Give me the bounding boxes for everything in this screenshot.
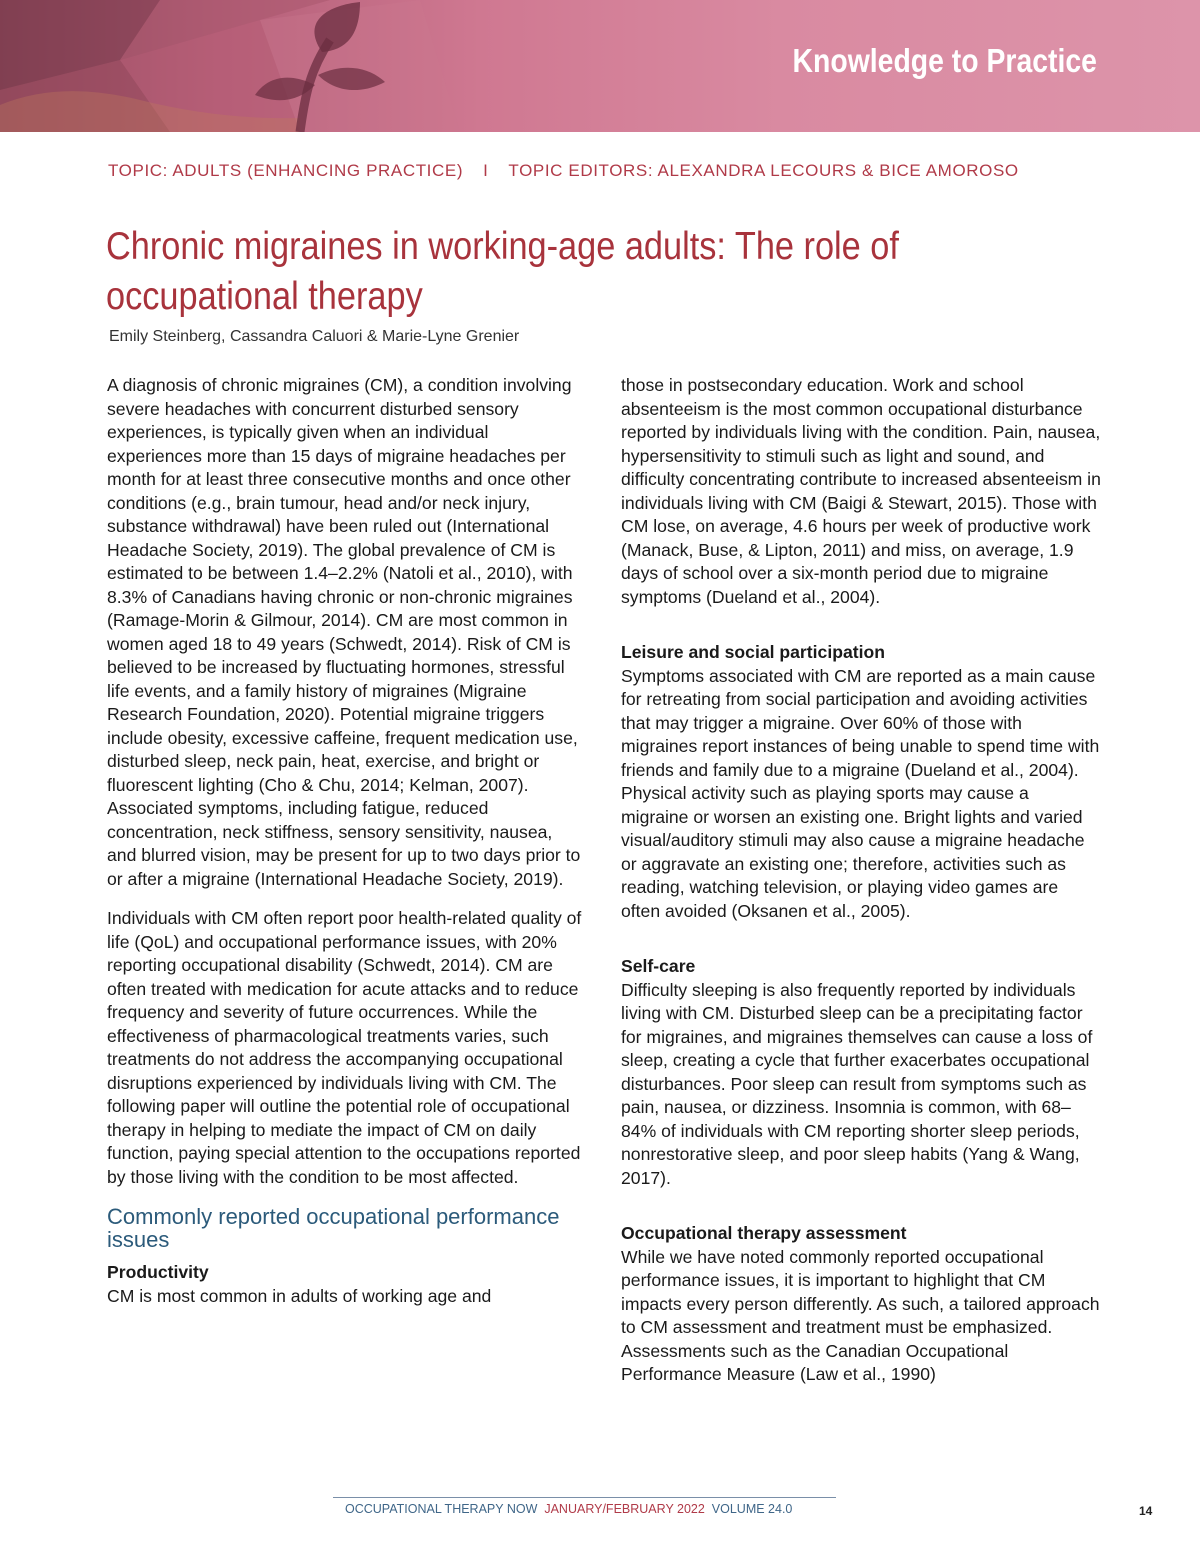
leisure-heading: Leisure and social participation <box>621 642 885 662</box>
topic-label: TOPIC: ADULTS (ENHANCING PRACTICE) <box>108 161 464 180</box>
topic-separator: I <box>483 161 489 180</box>
productivity-heading: Productivity <box>107 1262 209 1282</box>
footer-issue: JANUARY/FEBRUARY 2022 <box>544 1502 705 1516</box>
topic-editors: TOPIC EDITORS: ALEXANDRA LECOURS & BICE AMOROSO <box>508 161 1019 180</box>
article-authors: Emily Steinberg, Cassandra Caluori & Marie-Lyne Grenier <box>109 328 520 345</box>
footer-journal: OCCUPATIONAL THERAPY NOW <box>345 1502 538 1516</box>
ot-assessment-heading: Occupational therapy assessment <box>621 1223 907 1243</box>
article-title: Chronic migraines in working-age adults: The role of occupational therapy <box>106 225 899 318</box>
leisure-paragraph: Symptoms associated with CM are reported as a main cause for retreating from social participation and avoiding activities that may trigger a migraine. Over 60% of those with migraines report instances of being unable to spend time with friends and family due to a migraine (Dueland et al., 2004). Physical activity such as playing sports may cause a migraine or worsen an existing one. Bright lights and varied visual/auditory stimuli may also cause a migraine headache or aggravate an existing one; therefore, activities such as reading, watching television, or playing video games are often avoided (Oksanen et al., 2005). <box>621 665 1100 921</box>
left-column <box>107 374 585 1324</box>
ot-assessment-paragraph: While we have noted commonly reported occupational performance issues, it is important to highlight that CM impacts every person differently. As such, a tailored approach to CM assessment and treatment must be emphasized. Assessments such as the Canadian Occupational Performance Measure (Law et al., 1990) <box>621 1246 1100 1384</box>
selfcare-paragraph: Difficulty sleeping is also frequently reported by individuals living with CM. Disturbed sleep can be a precipitating factor for migraines, and migraines themselves can cause a loss of sleep, creating a cycle that further exacerbates occupational disturbances. Poor sleep can result from symptoms such as pain, nausea, or dizziness. Insomnia is common, with 68–84% of individuals with CM reporting shorter sleep periods, nonrestorative sleep, and poor sleep habits (Yang & Wang, 2017). <box>621 979 1093 1188</box>
page-number: 14 <box>1139 1504 1153 1518</box>
absenteeism-paragraph: those in postsecondary education. Work and school absenteeism is the most common occupational disturbance reported by individuals living with the condition. Pain, nausea, hypersensitivity to stimuli such as light and sound, and difficulty concentrating contribute to increased absenteeism in individuals living with CM (Baigi & Stewart, 2015). Those with CM lose, on average, 4.6 hours per week of productive work (Manack, Buse, & Lipton, 2011) and miss, on average, 1.9 days of school over a six-month period due to migraine symptoms (Dueland et al., 2004). <box>621 375 1101 607</box>
productivity-paragraph: CM is most common in adults of working age and <box>107 1285 492 1306</box>
footer-divider <box>333 1497 836 1498</box>
right-column <box>621 374 1101 1403</box>
topic-line <box>108 161 1108 181</box>
footer-volume: VOLUME 24.0 <box>711 1502 793 1516</box>
qol-paragraph: Individuals with CM often report poor health-related quality of life (QoL) and occupational performance issues, with 20% reporting occupational disability (Schwedt, 2014). CM are often treated with medication for acute attacks and to reduce frequency and severity of future occurrences. While the effectiveness of pharmacological treatments varies, such treatments do not address the accompanying occupational disruptions experienced by individuals living with CM. The following paper will outline the potential role of occupational therapy in helping to mediate the impact of CM on daily function, paying special attention to the occupations reported by those living with the condition to be most affected. <box>107 908 582 1187</box>
intro-paragraph: A diagnosis of chronic migraines (CM), a condition involving severe headaches with concurrent disturbed sensory experiences, is typically given when an individual experiences more than 15 days of migraine headaches per month for at least three consecutive months and once other conditions (e.g., brain tumour, head and/or neck injury, substance withdrawal) have been ruled out (International Headache Society, 2019). The global prevalence of CM is estimated to be between 1.4–2.2% (Natoli et al., 2010), with 8.3% of Canadians having chronic or non-chronic migraines (Ramage-Morin & Gilmour, 2014). CM are most common in women aged 18 to 49 years (Schwedt, 2014). Risk of CM is believed to be increased by fluctuating hormones, stressful life events, and a family history of migraines (Migraine Research Foundation, 2020). Potential migraine triggers include obesity, excessive caffeine, frequent medication use, disturbed sleep, neck pain, heat, exercise, and bright or fluorescent lighting (Cho & Chu, 2014; Kelman, 2007). Associated symptoms, including fatigue, reduced concentration, neck stiffness, sensory sensitivity, nausea, and blurred vision, may be present for up to two days prior to or after a migraine (International Headache Society, 2019). <box>107 375 581 889</box>
banner-title: Knowledge to Practice <box>792 42 1097 79</box>
selfcare-heading: Self-care <box>621 956 696 976</box>
header-banner <box>0 0 1200 132</box>
footer <box>345 1502 792 1516</box>
section-heading: Commonly reported occupational performance issues <box>107 1204 560 1252</box>
